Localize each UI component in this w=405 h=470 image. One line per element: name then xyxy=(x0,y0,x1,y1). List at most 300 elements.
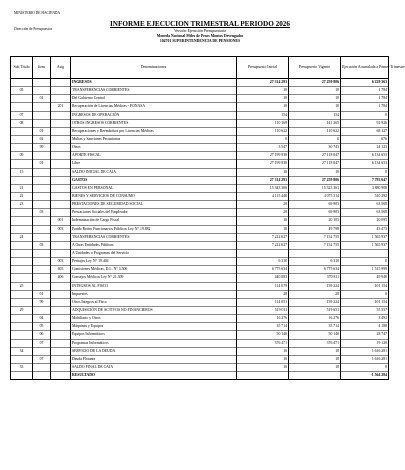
cell-asig xyxy=(51,331,71,339)
cell-item xyxy=(33,176,51,184)
cell-subtitle xyxy=(11,209,33,217)
cell-item: 01 xyxy=(33,95,51,103)
cell-subtitle xyxy=(11,176,33,184)
cell-item: 99 xyxy=(33,298,51,306)
cell-item xyxy=(33,184,51,192)
cell-current: 376 471 xyxy=(289,339,341,347)
table-row xyxy=(11,152,389,160)
cell-initial: 110 169 xyxy=(237,119,289,127)
cell-initial: 28 xyxy=(237,290,289,298)
cell-denomination: TRANSFERENCIAS CORRIENTES xyxy=(71,233,237,241)
cell-denomination: INGRESOS xyxy=(71,79,237,87)
table-row xyxy=(11,87,389,95)
cell-execution: 3 492 xyxy=(341,315,389,323)
cell-denomination: Otros xyxy=(71,144,237,152)
cell-execution: 1 515 999 xyxy=(341,266,389,274)
table-row xyxy=(11,192,389,200)
cell-subtitle xyxy=(11,127,33,135)
cell-item xyxy=(33,217,51,225)
cell-current: 10 xyxy=(289,87,341,95)
cell-execution: 1 784 xyxy=(341,95,389,103)
cell-subtitle: 21 xyxy=(11,184,33,192)
cell-denomination: Máquinas y Equipos xyxy=(71,323,237,331)
cell-initial: 10 xyxy=(237,168,289,176)
cell-current: 6 775 634 xyxy=(289,266,341,274)
cell-item: 03 xyxy=(33,209,51,217)
cell-denomination: APORTE FISCAL xyxy=(71,152,237,160)
cell-denomination: RESULTADO xyxy=(71,372,237,380)
cell-asig xyxy=(51,233,71,241)
cell-denomination: Comisiones Médicas, D.L. N° 3.500 xyxy=(71,266,237,274)
col-exec-header: Ejecución Acumulada a Primer Trimestre xyxy=(341,57,389,79)
cell-initial: 16 276 xyxy=(237,315,289,323)
cell-current: 10 xyxy=(289,168,341,176)
table-row xyxy=(11,209,389,217)
cell-denomination: Fondo Retiro Funcionarios Públicos Ley N° 19.882 xyxy=(71,225,237,233)
cell-denomination: Libre xyxy=(71,160,237,168)
cell-denomination: Mobiliario y Otros xyxy=(71,315,237,323)
cell-subtitle xyxy=(11,135,33,143)
table-row xyxy=(11,274,389,282)
cell-current: 20 105 xyxy=(289,217,341,225)
cell-current: 30 743 xyxy=(289,144,341,152)
cell-execution: 101 154 xyxy=(341,282,389,290)
cell-denomination: Impuestos xyxy=(71,290,237,298)
cell-current: 35 714 xyxy=(289,323,341,331)
entity-label: 104701 SUPERINTENDENCIA DE PENSIONES xyxy=(159,39,241,43)
cell-current: 110 622 xyxy=(289,127,341,135)
cell-denomination: TRANSFERENCIAS CORRIENTES xyxy=(71,87,237,95)
cell-initial: 7 222 027 xyxy=(237,233,289,241)
cell-current: 7 152 755 xyxy=(289,233,341,241)
cell-execution: 676 xyxy=(341,135,389,143)
cell-current: 4 075 314 xyxy=(289,192,341,200)
cell-initial: 27 314 293 xyxy=(237,79,289,87)
cell-denomination: Recuperación de Licencias Médicas - FONASA xyxy=(71,103,237,111)
cell-asig xyxy=(51,347,71,355)
cell-item: 04 xyxy=(33,315,51,323)
cell-execution: 1 784 xyxy=(341,103,389,111)
cell-initial: 6 310 xyxy=(237,258,289,266)
cell-denomination: GASTOS EN PERSONAL xyxy=(71,184,237,192)
cell-initial: 27 314 293 xyxy=(237,176,289,184)
cell-item: 03 xyxy=(33,241,51,249)
cell-initial: 6 775 634 xyxy=(237,266,289,274)
col-asig-header: Asig xyxy=(51,57,71,79)
cell-denomination: INTEGROS AL FISCO xyxy=(71,282,237,290)
table-row xyxy=(11,241,389,249)
cell-execution: 0 xyxy=(341,258,389,266)
table-row xyxy=(11,290,389,298)
cell-current xyxy=(289,249,341,257)
cell-denomination: A Otras Entidades Públicas xyxy=(71,241,237,249)
cell-denomination: OTROS INGRESOS CORRIENTES xyxy=(71,119,237,127)
cell-item xyxy=(33,87,51,95)
cell-execution: 1 565 937 xyxy=(341,233,389,241)
cell-asig xyxy=(51,176,71,184)
cell-subtitle xyxy=(11,274,33,282)
col-item-header: Item xyxy=(33,57,51,79)
cell-initial: 10 xyxy=(237,363,289,371)
cell-subtitle xyxy=(11,95,33,103)
cell-execution: 510 292 xyxy=(341,192,389,200)
cell-execution: 28 747 xyxy=(341,331,389,339)
cell-asig xyxy=(51,249,71,257)
cell-current: 10 xyxy=(289,363,341,371)
cell-denomination: Del Gobierno Central xyxy=(71,95,237,103)
table-row xyxy=(11,225,389,233)
cell-initial: 27 199 930 xyxy=(237,160,289,168)
cell-item xyxy=(33,79,51,87)
cell-item: 99 xyxy=(33,144,51,152)
cell-current: 15 323 361 xyxy=(289,184,341,192)
cell-item: 07 xyxy=(33,339,51,347)
cell-denomination: Deuda Flotante xyxy=(71,355,237,363)
cell-current: 7 152 755 xyxy=(289,241,341,249)
cell-execution: 1 784 xyxy=(341,87,389,95)
cell-current: 141 265 xyxy=(289,119,341,127)
cell-current: 69 903 xyxy=(289,209,341,217)
cell-item xyxy=(33,306,51,314)
cell-asig xyxy=(51,160,71,168)
cell-initial: 440 083 xyxy=(237,274,289,282)
cell-denomination: Equipos Informáticos xyxy=(71,331,237,339)
cell-initial: 7 222 027 xyxy=(237,241,289,249)
cell-item xyxy=(33,119,51,127)
cell-denomination: INGRESOS DE OPERACIÓN xyxy=(71,111,237,119)
cell-initial: 15 343 306 xyxy=(237,184,289,192)
cell-subtitle: 15 xyxy=(11,168,33,176)
table-row xyxy=(11,355,389,363)
cell-asig: 406 xyxy=(51,274,71,282)
col-sub-header: Sub Título xyxy=(11,57,33,79)
cell-asig: 001 xyxy=(51,217,71,225)
cell-asig xyxy=(51,111,71,119)
table-body xyxy=(11,79,389,380)
cell-subtitle xyxy=(11,258,33,266)
cell-item xyxy=(33,347,51,355)
cell-asig xyxy=(51,192,71,200)
cell-subtitle xyxy=(11,355,33,363)
cell-subtitle xyxy=(11,266,33,274)
cell-subtitle: 25 xyxy=(11,282,33,290)
cell-subtitle xyxy=(11,249,33,257)
ministry-label: MINISTERIO DE HACIENDA xyxy=(14,11,61,15)
table-row xyxy=(11,298,389,306)
cell-denomination: PRESTACIONES DE SEGURIDAD SOCIAL xyxy=(71,201,237,209)
currency-label: Moneda Nacional Miles de Pesos Montos Devengados xyxy=(156,34,244,38)
cell-subtitle: 08 xyxy=(11,119,33,127)
table-row xyxy=(11,323,389,331)
cell-asig: 201 xyxy=(51,103,71,111)
cell-asig xyxy=(51,201,71,209)
cell-current: 27 259 806 xyxy=(289,79,341,87)
cell-asig xyxy=(51,339,71,347)
cell-subtitle xyxy=(11,290,33,298)
cell-execution: 0 xyxy=(341,168,389,176)
cell-item xyxy=(33,225,51,233)
table-row xyxy=(11,258,389,266)
cell-subtitle xyxy=(11,315,33,323)
cell-execution: 101 154 xyxy=(341,298,389,306)
cell-initial: 27 199 930 xyxy=(237,152,289,160)
cell-execution: 19 120 xyxy=(341,339,389,347)
cell-current: 0 xyxy=(289,135,341,143)
cell-subtitle: 09 xyxy=(11,152,33,160)
cell-execution: 63 568 xyxy=(341,201,389,209)
cell-subtitle: 35 xyxy=(11,363,33,371)
cell-asig xyxy=(51,290,71,298)
cell-subtitle xyxy=(11,103,33,111)
cell-denomination: Peritajes Ley N° 19.404 xyxy=(71,258,237,266)
cell-denomination: ADQUISICIÓN DE ACTIVOS NO FINANCIEROS xyxy=(71,306,237,314)
cell-initial: 114 051 xyxy=(237,298,289,306)
cell-subtitle: 07 xyxy=(11,111,33,119)
cell-item xyxy=(33,111,51,119)
cell-current: 154 xyxy=(289,111,341,119)
cell-execution: 55 557 xyxy=(341,306,389,314)
cell-asig xyxy=(51,152,71,160)
cell-asig xyxy=(51,135,71,143)
cell-denomination: Recuperaciones y Reembolsos por Licencias Médicas xyxy=(71,127,237,135)
cell-initial: 4 115 440 xyxy=(237,192,289,200)
table-row xyxy=(11,347,389,355)
cell-initial: 20 xyxy=(237,201,289,209)
cell-execution: -1 564 284 xyxy=(341,372,389,380)
cell-current: 27 259 806 xyxy=(289,176,341,184)
cell-subtitle xyxy=(11,79,33,87)
cell-denomination: GASTOS xyxy=(71,176,237,184)
cell-asig xyxy=(51,127,71,135)
cell-current: 139 224 xyxy=(289,282,341,290)
table-row xyxy=(11,119,389,127)
table-row xyxy=(11,339,389,347)
cell-item xyxy=(33,249,51,257)
cell-initial: 519 011 xyxy=(237,306,289,314)
cell-execution: 7 793 647 xyxy=(341,176,389,184)
table-row xyxy=(11,266,389,274)
cell-denomination: SERVICIO DE LA DEUDA xyxy=(71,347,237,355)
cell-current: 10 xyxy=(289,347,341,355)
cell-current: 16 276 xyxy=(289,315,341,323)
cell-execution: 6 134 653 xyxy=(341,152,389,160)
cell-item: 06 xyxy=(33,331,51,339)
cell-subtitle: 29 xyxy=(11,306,33,314)
table-row xyxy=(11,168,389,176)
cell-current: 10 xyxy=(289,355,341,363)
cell-subtitle xyxy=(11,298,33,306)
cell-initial: 3 547 xyxy=(237,144,289,152)
cell-initial: 50 140 xyxy=(237,331,289,339)
table-row xyxy=(11,127,389,135)
cell-execution: 0 xyxy=(341,111,389,119)
cell-asig xyxy=(51,315,71,323)
cell-current: 27 118 047 xyxy=(289,152,341,160)
cell-subtitle: 23 xyxy=(11,201,33,209)
cell-asig xyxy=(51,372,71,380)
cell-asig xyxy=(51,306,71,314)
table-row xyxy=(11,372,389,380)
cell-initial: 20 xyxy=(237,209,289,217)
cell-initial: 10 xyxy=(237,347,289,355)
cell-item xyxy=(33,192,51,200)
cell-initial: 376 471 xyxy=(237,339,289,347)
cell-execution: 6 134 653 xyxy=(341,160,389,168)
cell-item: 01 xyxy=(33,160,51,168)
cell-current: 10 xyxy=(289,95,341,103)
col-current-header: Presupuesto Vigente xyxy=(289,57,341,79)
col-initial-header: Presupuesto Inicial xyxy=(237,57,289,79)
cell-execution: 20 095 xyxy=(341,217,389,225)
cell-subtitle xyxy=(11,331,33,339)
cell-item: 01 xyxy=(33,290,51,298)
cell-execution: 1 616 281 xyxy=(341,347,389,355)
cell-item xyxy=(33,152,51,160)
cell-asig xyxy=(51,282,71,290)
cell-execution: 92 926 xyxy=(341,119,389,127)
cell-execution: 49 940 xyxy=(341,274,389,282)
cell-denomination: Consejos Médicos Ley N° 21.309 xyxy=(71,274,237,282)
cell-initial: 10 xyxy=(237,103,289,111)
cell-item: 07 xyxy=(33,355,51,363)
cell-asig: 003 xyxy=(51,258,71,266)
table-row xyxy=(11,176,389,184)
cell-initial: 10 xyxy=(237,217,289,225)
cell-initial xyxy=(237,372,289,380)
cell-current: 519 651 xyxy=(289,306,341,314)
table-header-row xyxy=(11,57,389,79)
cell-initial: 110 622 xyxy=(237,127,289,135)
cell-subtitle xyxy=(11,339,33,347)
cell-execution: 43 473 xyxy=(341,225,389,233)
cell-current: 370 811 xyxy=(289,274,341,282)
table-row xyxy=(11,315,389,323)
cell-subtitle: 05 xyxy=(11,87,33,95)
cell-subtitle xyxy=(11,323,33,331)
cell-execution: 68 127 xyxy=(341,127,389,135)
cell-initial: 10 xyxy=(237,355,289,363)
cell-initial: 114 079 xyxy=(237,282,289,290)
budget-table xyxy=(10,56,405,380)
cell-initial: 35 714 xyxy=(237,323,289,331)
cell-execution: 1 616 281 xyxy=(341,355,389,363)
cell-current: 69 903 xyxy=(289,201,341,209)
cell-asig xyxy=(51,95,71,103)
cell-denomination: Indemnización de Cargo Fiscal xyxy=(71,217,237,225)
report-title: INFORME EJECUCION TRIMESTRAL PERIODO 2026 xyxy=(110,20,290,28)
table-row xyxy=(11,217,389,225)
cell-item xyxy=(33,233,51,241)
cell-subtitle xyxy=(11,144,33,152)
cell-initial xyxy=(237,249,289,257)
cell-initial: 10 xyxy=(237,225,289,233)
cell-item: 05 xyxy=(33,323,51,331)
cell-initial: 10 xyxy=(237,95,289,103)
table-row xyxy=(11,144,389,152)
table-row xyxy=(11,103,389,111)
cell-asig xyxy=(51,79,71,87)
table-row xyxy=(11,363,389,371)
cell-denomination: SALDO INICIAL DE CAJA xyxy=(71,168,237,176)
table-row xyxy=(11,79,389,87)
cell-execution: 63 568 xyxy=(341,209,389,217)
cell-subtitle xyxy=(11,160,33,168)
cell-execution: 1 565 937 xyxy=(341,241,389,249)
table-row xyxy=(11,160,389,168)
cell-asig xyxy=(51,168,71,176)
cell-item: 02 xyxy=(33,135,51,143)
cell-execution: 0 xyxy=(341,290,389,298)
cell-current: 49 798 xyxy=(289,225,341,233)
cell-current: 10 xyxy=(289,103,341,111)
cell-execution: 4 188 xyxy=(341,323,389,331)
table-row xyxy=(11,306,389,314)
cell-asig xyxy=(51,363,71,371)
cell-current: 50 140 xyxy=(289,331,341,339)
cell-initial: 0 xyxy=(237,135,289,143)
col-denom-header: Denominaciones xyxy=(71,57,237,79)
cell-denomination: A Unidades o Programas del Servicio xyxy=(71,249,237,257)
cell-current xyxy=(289,372,341,380)
cell-current: 28 xyxy=(289,290,341,298)
cell-item xyxy=(33,201,51,209)
cell-item xyxy=(33,372,51,380)
office-label: Dirección de Presupuestos xyxy=(14,27,53,31)
cell-execution: 3 880 908 xyxy=(341,184,389,192)
cell-current: 6 310 xyxy=(289,258,341,266)
cell-current: 139 224 xyxy=(289,298,341,306)
cell-item xyxy=(33,282,51,290)
cell-asig xyxy=(51,87,71,95)
cell-denomination: Multas y Sanciones Pecuniarias xyxy=(71,135,237,143)
cell-subtitle xyxy=(11,241,33,249)
cell-subtitle xyxy=(11,217,33,225)
table-row xyxy=(11,135,389,143)
cell-asig xyxy=(51,298,71,306)
cell-asig xyxy=(51,209,71,217)
cell-denomination: Programas Informáticos xyxy=(71,339,237,347)
cell-subtitle xyxy=(11,372,33,380)
cell-item xyxy=(33,363,51,371)
cell-initial: 154 xyxy=(237,111,289,119)
cell-asig xyxy=(51,355,71,363)
table-row xyxy=(11,95,389,103)
cell-item xyxy=(33,274,51,282)
cell-denomination: Otros Integros al Fisco xyxy=(71,298,237,306)
cell-current: 27 118 047 xyxy=(289,160,341,168)
cell-asig xyxy=(51,323,71,331)
table-row xyxy=(11,233,389,241)
cell-item: 01 xyxy=(33,127,51,135)
cell-denomination: BIENES Y SERVICIOS DE CONSUMO xyxy=(71,192,237,200)
cell-execution: 0 xyxy=(341,363,389,371)
cell-asig: 405 xyxy=(51,266,71,274)
cell-item xyxy=(33,258,51,266)
cell-denomination: Prestaciones Sociales del Empleador xyxy=(71,209,237,217)
table-row xyxy=(11,201,389,209)
cell-execution xyxy=(341,249,389,257)
table-row xyxy=(11,282,389,290)
cell-subtitle: 24 xyxy=(11,233,33,241)
cell-subtitle: 34 xyxy=(11,347,33,355)
table-row xyxy=(11,249,389,257)
cell-subtitle: 22 xyxy=(11,192,33,200)
table-row xyxy=(11,184,389,192)
table-row xyxy=(11,111,389,119)
cell-item xyxy=(33,266,51,274)
cell-asig xyxy=(51,241,71,249)
cell-subtitle xyxy=(11,225,33,233)
